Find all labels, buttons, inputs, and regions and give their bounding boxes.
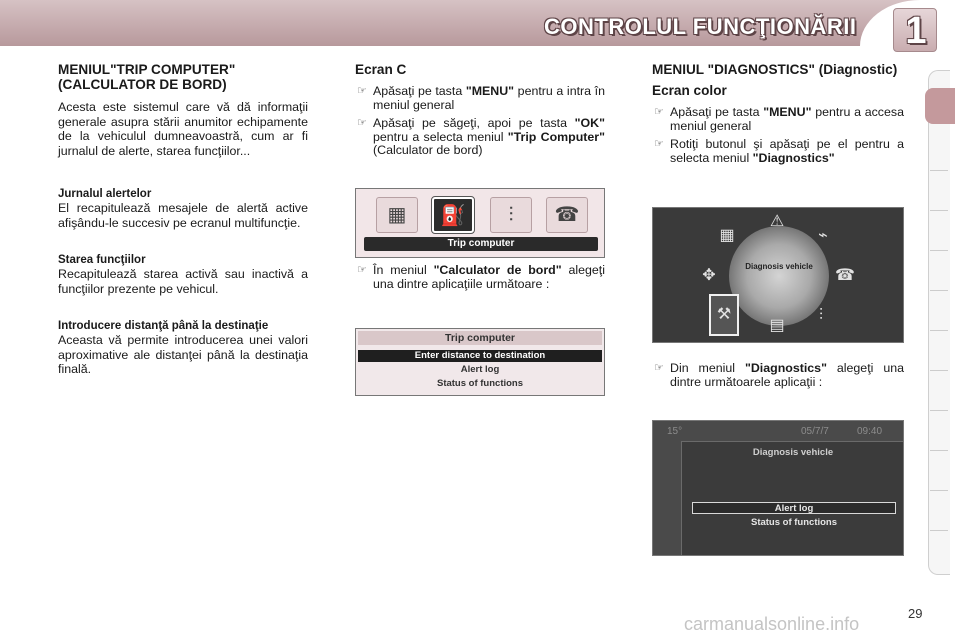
menu-tile-navigation (376, 197, 418, 233)
step-press-menu-color: ☞ Apăsaţi pe tasta "MENU" pentru a accesa meniul general (654, 105, 904, 133)
color-screen-heading: Ecran color (652, 83, 727, 98)
screen-c-heading: Ecran C (355, 62, 407, 77)
tab-divider (930, 410, 948, 411)
step-press-menu: ☞ Apăsaţi pe tasta "MENU" pentru a intra în meniul general (357, 84, 605, 112)
phone-icon: ☎ (554, 204, 580, 226)
trip-computer-heading: MENIUL"TRIP COMPUTER" (CALCULATOR DE BORD) (58, 62, 236, 92)
settings-icon: ⫶ (818, 307, 823, 324)
active-chapter-tab (925, 88, 955, 124)
tab-divider (930, 210, 948, 211)
pointing-hand-icon: ☞ (357, 117, 367, 129)
sliders-icon: ⫶ (508, 204, 514, 226)
pointing-hand-icon: ☞ (654, 106, 664, 118)
trip-computer-title: Trip computer (358, 331, 602, 345)
diagnosis-title: Diagnosis vehicle (752, 447, 834, 458)
tab-divider (930, 250, 948, 251)
left-column (58, 62, 308, 377)
pointing-hand-icon: ☞ (654, 362, 664, 374)
step-rotate-knob: ☞ Rotiţi butonul şi apăsaţi pe el pentru a selecta meniul "Diagnostics" (654, 137, 904, 165)
distance-text: Aceasta vă permite introducerea unei valori aproximative ale distanţei până la destinaţia finală. (58, 333, 308, 376)
display-date: 05/7/7 (801, 426, 829, 437)
chapter-badge (893, 8, 937, 52)
trip-computer-menu-display (355, 328, 605, 396)
pointing-hand-icon: ☞ (357, 85, 367, 97)
tab-divider (930, 530, 948, 531)
menu-item-alert-log: Alert log (460, 364, 500, 375)
phone-icon: ☎ (835, 267, 855, 284)
menu-item-status-functions: Status of functions (436, 378, 524, 389)
color-menu-display (652, 207, 904, 343)
tab-divider (930, 290, 948, 291)
trip-computer-intro: Acesta este sistemul care vă dă informaţii generale asupra stării anumitor echipamente de la vehiculul dumneavoastră, cum ar fi jurnalul de alerte, starea funcţiilor... (58, 100, 308, 158)
display-clock: 09:40 (857, 426, 883, 437)
step-select-trip: ☞ Apăsaţi pe săgeţi, apoi pe tasta "OK" pentru a selecta meniul "Trip Computer" (Calculator de bord) (357, 116, 606, 157)
function-status-text: Recapitulează starea activă sau inactivă a funcţiilor prezente pe vehicul. (58, 267, 308, 296)
step-choose-application: ☞ În meniul "Calculator de bord" alegeţi una dintre aplicaţiile următoare : (357, 263, 605, 291)
satellite-icon: ⌁ (818, 227, 828, 244)
menu-tile-settings (490, 197, 532, 233)
map-icon: ▦ (719, 227, 735, 244)
menu-tile-telephone (546, 197, 588, 233)
distance-heading: Introducere distanţă până la destinaţie (58, 320, 269, 332)
function-status-heading: Starea funcţiilor (58, 254, 146, 266)
compass-icon: ✥ (702, 267, 716, 284)
alert-log-heading: Jurnalul alertelor (58, 188, 152, 200)
outside-temperature: 15° (667, 426, 683, 437)
menu-item-alert-log: Alert log (692, 502, 896, 514)
chapter-tabs (928, 70, 950, 575)
right-column (652, 62, 904, 170)
diagnosis-vehicle-label: Diagnosis vehicle (745, 262, 813, 271)
diagnosis-vehicle-display (652, 420, 904, 556)
tools-icon: ⚒ (709, 294, 739, 336)
diagnosis-panel (681, 441, 904, 556)
warning-icon: ⚠ (769, 213, 785, 230)
diagnostics-heading: MENIUL "DIAGNOSTICS" (Diagnostic) (652, 62, 898, 77)
page-header (0, 0, 960, 56)
pointing-hand-icon: ☞ (357, 264, 367, 276)
tab-divider (930, 170, 948, 171)
page-title: CONTROLUL FUNCŢIONĂRII (544, 14, 857, 39)
map-icon: ▦ (387, 204, 407, 226)
display-status-bar (661, 425, 897, 439)
tab-divider (930, 490, 948, 491)
chapter-number: 1 (905, 10, 927, 52)
menu-item-status-functions: Status of functions (750, 517, 838, 528)
step-choose-diagnostic-application: ☞ Din meniul "Diagnostics" alegeţi una dintre următoarele aplicaţii : (654, 361, 905, 389)
screen-c-menu-display (355, 188, 605, 258)
trip-icon: ▤ (769, 317, 785, 334)
fuel-pump-icon: ⛽ (440, 205, 466, 227)
tab-divider (930, 450, 948, 451)
alert-log-text: El recapitulează mesajele de alertă active afişându-le succesiv pe ecranul multifuncţie. (58, 201, 308, 230)
tab-divider (930, 370, 948, 371)
selected-menu-bar: Trip computer (364, 237, 598, 251)
tab-divider (930, 330, 948, 331)
menu-item-enter-distance: Enter distance to destination (358, 350, 602, 362)
page-number: 29 (908, 606, 923, 621)
site-watermark: carmanualsonline.info (684, 614, 860, 634)
middle-column (355, 62, 605, 163)
menu-tile-trip-computer (432, 197, 474, 233)
pointing-hand-icon: ☞ (654, 138, 664, 150)
